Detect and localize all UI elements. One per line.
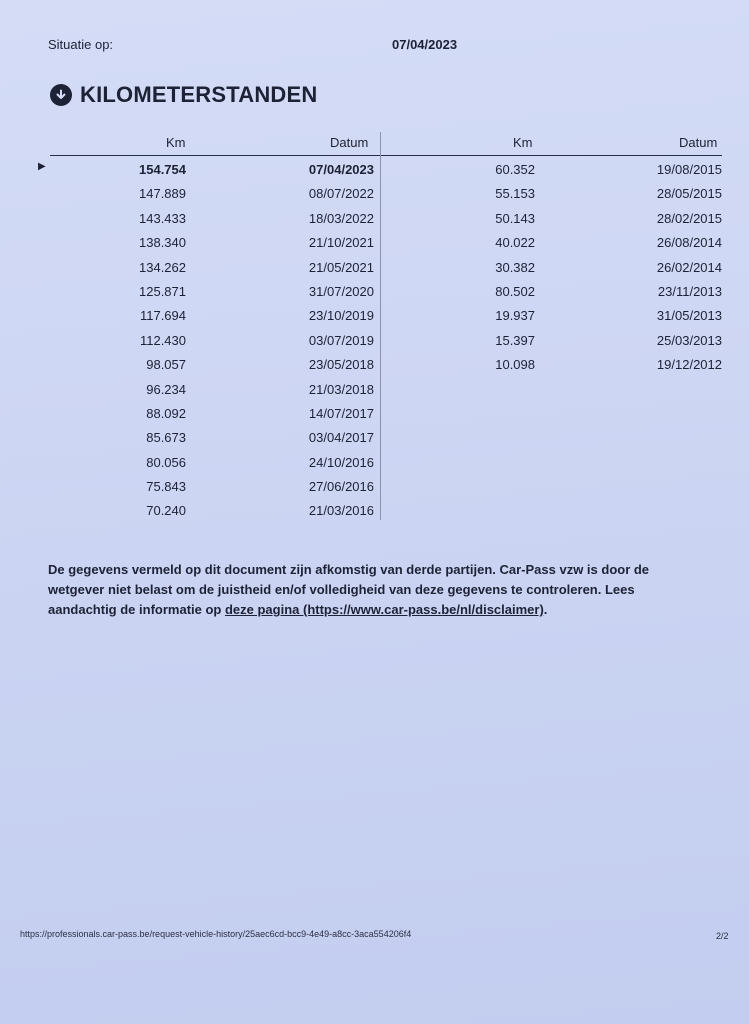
right-km-cell: 40.022	[495, 235, 535, 251]
left-datum-cell: 03/04/2017	[308, 430, 374, 446]
column-divider	[380, 132, 381, 520]
footer-page-number: 2/2	[716, 931, 729, 941]
right-km-header: Km	[513, 135, 533, 150]
disclaimer-link[interactable]: deze pagina (https://www.car-pass.be/nl/disclaimer)	[224, 602, 544, 617]
left-datum-cell: 27/06/2016	[308, 479, 374, 495]
left-km-cell: 98.057	[146, 357, 186, 373]
left-km-cell: 143.433	[139, 210, 186, 226]
right-km-cell: 55.153	[495, 186, 535, 202]
right-datum-cell: 19/08/2015	[656, 162, 722, 177]
left-datum-cell: 21/10/2021	[308, 235, 374, 251]
right-km-cell: 19.937	[495, 308, 535, 324]
right-datum-cell: 23/11/2013	[657, 283, 722, 299]
right-km-column	[460, 158, 535, 378]
right-datum-cell: 25/03/2013	[656, 332, 722, 348]
left-km-cell: 125.871	[139, 283, 186, 299]
left-datum-cell: 21/03/2018	[308, 381, 374, 397]
left-datum-cell: 24/10/2016	[308, 454, 374, 470]
left-km-cell: 112.430	[139, 332, 186, 348]
disclaimer-text	[48, 560, 688, 620]
right-datum-cell: 28/05/2015	[656, 186, 722, 202]
left-km-cell: 96.234	[146, 381, 186, 397]
disclaimer-body: De gegevens vermeld op dit document zijn afkomstig van derde partijen. Car-Pass vzw is door de wetgever niet belast om de juistheid en/of volledigheid van deze gegevens te controleren. Lees aandachtig de informatie op	[48, 562, 650, 617]
left-datum-column	[270, 158, 374, 524]
left-km-cell: 80.056	[146, 454, 186, 470]
left-datum-cell: 21/05/2021	[308, 259, 374, 275]
header-divider	[50, 155, 722, 156]
left-datum-cell: 07/04/2023	[308, 162, 374, 177]
left-datum-cell: 23/10/2019	[308, 308, 374, 324]
left-km-cell: 70.240	[146, 503, 186, 519]
left-km-cell: 75.843	[146, 479, 186, 495]
section-title-text: KILOMETERSTANDEN	[80, 82, 318, 107]
left-datum-cell: 23/05/2018	[308, 357, 374, 373]
right-datum-cell: 26/02/2014	[656, 259, 722, 275]
right-km-cell: 60.352	[495, 162, 535, 177]
footer-url: https://professionals.car-pass.be/request-vehicle-history/25aec6cd-bcc9-4e49-a8cc-3aca554206f4	[20, 929, 412, 939]
situatie-date: 07/04/2023	[392, 37, 458, 52]
situatie-label: Situatie op:	[48, 37, 114, 52]
left-km-cell: 138.340	[139, 235, 186, 251]
left-datum-cell: 18/03/2022	[308, 210, 374, 226]
right-km-cell: 50.143	[495, 210, 535, 226]
left-datum-cell: 14/07/2017	[308, 405, 374, 421]
left-km-cell: 85.673	[146, 430, 186, 446]
left-km-column	[100, 158, 186, 524]
disclaimer-end: .	[543, 602, 548, 617]
chevron-down-circle-icon	[50, 84, 72, 106]
right-datum-cell: 31/05/2013	[656, 308, 722, 324]
left-km-cell: 154.754	[139, 162, 186, 177]
left-datum-header: Datum	[330, 135, 369, 150]
right-km-cell: 10.098	[495, 357, 535, 373]
left-km-cell: 134.262	[139, 259, 186, 275]
right-km-cell: 80.502	[495, 283, 535, 299]
left-datum-cell: 21/03/2016	[308, 503, 374, 519]
right-datum-header: Datum	[679, 135, 718, 150]
right-datum-cell: 19/12/2012	[656, 357, 722, 373]
left-km-header: Km	[166, 135, 186, 150]
left-datum-cell: 31/07/2020	[308, 283, 374, 299]
left-datum-cell: 03/07/2019	[308, 332, 374, 348]
left-datum-cell: 08/07/2022	[308, 186, 374, 202]
right-datum-cell: 26/08/2014	[656, 235, 722, 251]
left-km-cell: 147.889	[139, 186, 186, 202]
right-km-cell: 15.397	[495, 332, 535, 348]
right-datum-column	[620, 158, 722, 378]
section-title	[50, 82, 317, 108]
right-datum-cell: 28/02/2015	[656, 210, 722, 226]
right-km-cell: 30.382	[495, 259, 535, 275]
left-km-cell: 117.694	[139, 308, 186, 324]
left-km-cell: 88.092	[146, 405, 186, 421]
current-row-arrow-icon: ▶	[38, 161, 46, 172]
